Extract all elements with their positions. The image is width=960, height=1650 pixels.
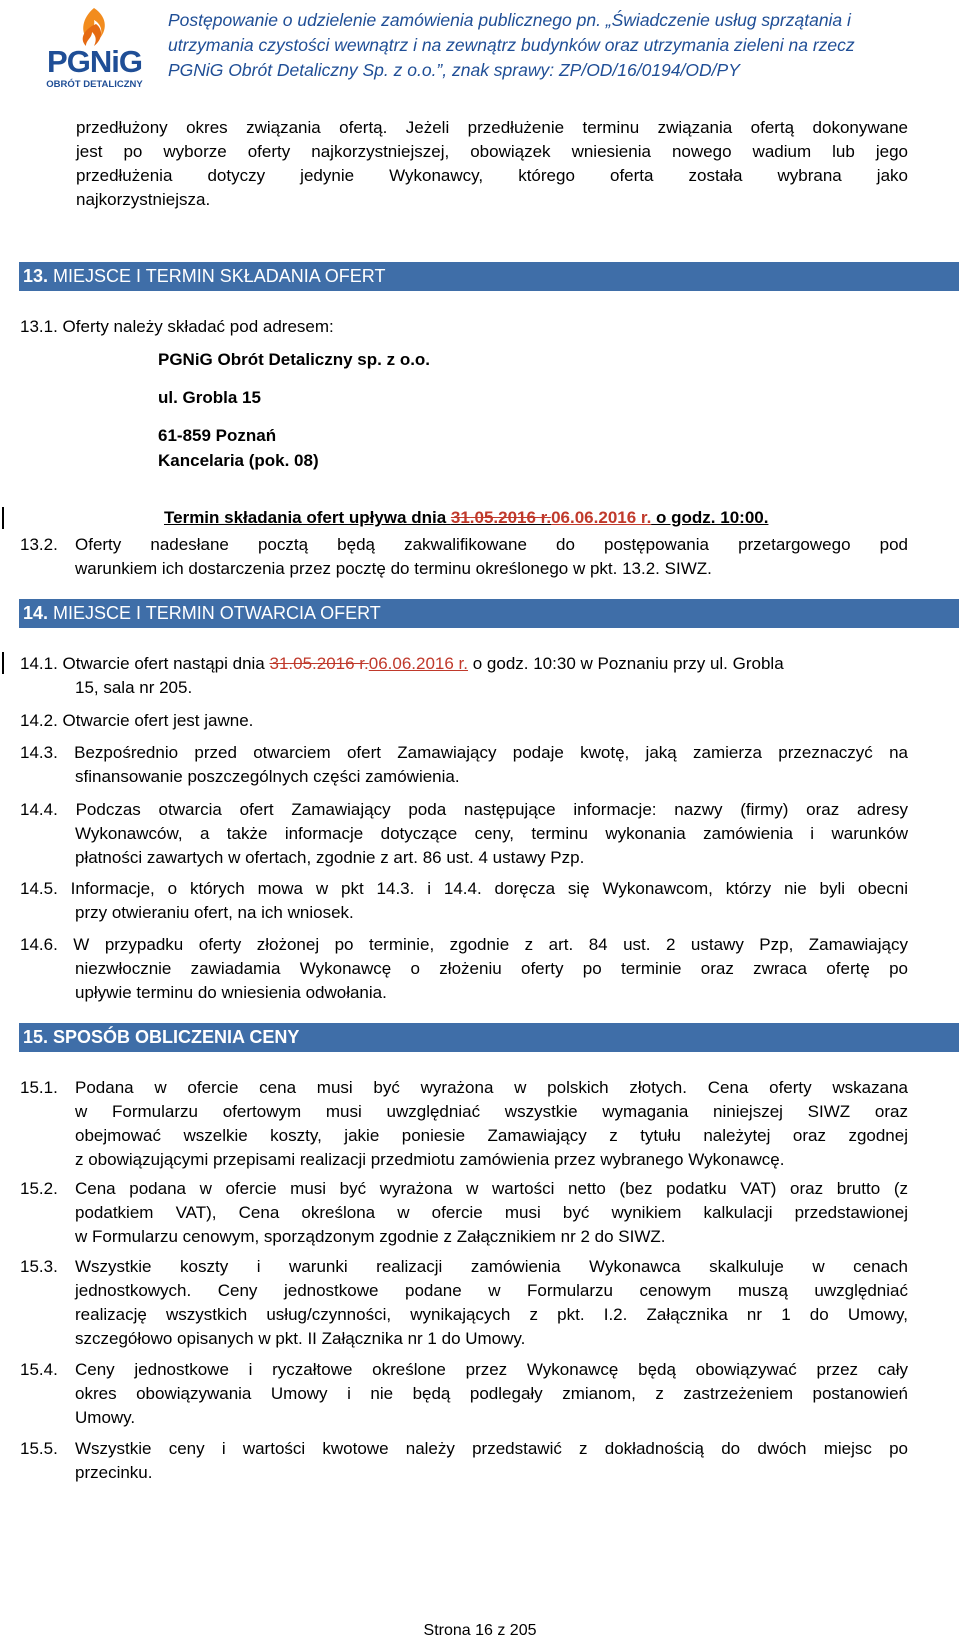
deleted-date: 31.05.2016 r. [269, 654, 369, 673]
submission-deadline [164, 506, 768, 530]
item-15-1 [20, 1076, 908, 1172]
item-14-2: 14.2. Otwarcie ofert jest jawne. [20, 711, 254, 730]
item-text: 14.1. Otwarcie ofert nastąpi dnia [20, 654, 270, 673]
text-line: podatkiem VAT), Cena określona w ofercie musi być wynikiem kalkulacji przedstawionej [75, 1203, 908, 1222]
text-line: najkorzystniejsza. [76, 190, 211, 209]
item-text: Oferty należy składać pod adresem: [62, 317, 334, 336]
text-line: warunkiem ich dostarczenia przez pocztę do terminu określonego w pkt. 13.2. SIWZ. [75, 559, 712, 578]
revision-change-bar [2, 507, 4, 529]
header-line: utrzymania czystości wewnątrz i na zewnątrz budynków oraz utrzymania zieleni na rzecz [168, 35, 855, 55]
item-15-5 [20, 1437, 908, 1485]
logo-subtitle: OBRÓT DETALICZNY [46, 79, 143, 90]
text-line: okres obowiązywania Umowy i nie będą podlegały zmianom, z zastrzeżeniem postanowień [75, 1384, 908, 1403]
text-line: 14.3. Bezpośrednio przed otwarciem ofert Zamawiający podaje kwotę, jaką zamierza przeznaczyć na [20, 743, 908, 762]
item-14-6 [20, 933, 908, 1005]
text-line: jednostkowych. Ceny jednostkowe podane w Formularzu cenowym muszą uwzględniać [75, 1281, 908, 1300]
company-logo [42, 6, 147, 92]
deadline-suffix: o godz. 10:00. [651, 508, 769, 527]
item-number: 13.1. [20, 317, 58, 336]
item-number: 15.4. [20, 1360, 58, 1379]
revision-change-bar [2, 652, 4, 674]
item-number: 15.2. [20, 1179, 58, 1198]
item-number: 15.1. [20, 1078, 58, 1097]
address-street: ul. Grobla 15 [158, 388, 261, 407]
section-heading-14 [19, 599, 959, 628]
text-line: Oferty nadesłane pocztą będą zakwalifikowane do postępowania przetargowego pod [75, 535, 908, 554]
inserted-date: 06.06.2016 r. [551, 508, 652, 527]
section-title: MIEJSCE I TERMIN SKŁADANIA OFERT [53, 266, 386, 286]
text-line: upływie terminu do wniesienia odwołania. [75, 983, 387, 1002]
text-line: w Formularzu cenowym, sporządzonym zgodnie z Załącznikiem nr 2 do SIWZ. [75, 1227, 666, 1246]
text-line: Umowy. [75, 1408, 136, 1427]
deleted-date: 31.05.2016 r. [450, 508, 552, 527]
address-city: 61-859 Poznań [158, 426, 277, 445]
text-line: szczegółowo opisanych w pkt. II Załącznika nr 1 do Umowy. [75, 1329, 526, 1348]
item-14-4 [20, 798, 908, 870]
intro-paragraph [76, 116, 908, 212]
text-line: Ceny jednostkowe i ryczałtowe określone przez Wykonawcę będą obowiązywać przez cały [75, 1360, 908, 1379]
text-line: przedłużony okres związania ofertą. Jeżeli przedłużenie terminu związania ofertą dokonywane [76, 118, 908, 137]
text-line: płatności zawartych w ofertach, zgodnie z art. 86 ust. 4 ustawy Pzp. [75, 848, 585, 867]
text-line: przy otwieraniu ofert, na ich wniosek. [75, 903, 354, 922]
text-line: jest po wyborze oferty najkorzystniejszej, obowiązek wniesienia nowego wadium lub jego [76, 142, 908, 161]
section-heading-15: 15. SPOSÓB OBLICZENIA CENY [19, 1023, 959, 1052]
section-heading-13 [19, 262, 959, 291]
item-15-4 [20, 1358, 908, 1430]
item-15-2 [20, 1177, 908, 1249]
item-text: o godz. 10:30 w Poznaniu przy ul. Grobla [468, 654, 784, 673]
inserted-date: 06.06.2016 r. [368, 654, 469, 673]
text-line: Wszystkie koszty i warunki realizacji zamówienia Wykonawca skalkuluje w cenach [75, 1257, 908, 1276]
header-line: PGNiG Obrót Detaliczny Sp. z o.o.”, znak sprawy: ZP/OD/16/0194/OD/PY [168, 60, 740, 80]
text-line [20, 652, 908, 676]
section-number: 14. [23, 603, 49, 623]
text-line: Wszystkie ceny i wartości kwotowe należy przedstawić z dokładnością do dwóch miejsc po [75, 1439, 908, 1458]
text-line: sfinansowanie poszczególnych części zamówienia. [75, 767, 460, 786]
item-number: 15.3. [20, 1257, 58, 1276]
deadline-prefix: Termin składania ofert upływa dnia [164, 508, 451, 527]
flame-icon [74, 6, 114, 48]
text-line: realizację wszystkich usług/czynności, wynikających z pkt. I.2. Załącznika nr 1 do Umowy, [75, 1305, 908, 1324]
text-line: obejmować wszelkie koszty, jakie poniesie Zamawiający z tytułu należytej oraz zgodnej [75, 1126, 908, 1145]
item-13-2 [20, 533, 908, 581]
item-14-1 [20, 652, 908, 700]
text-line: niezwłocznie zawiadamia Wykonawcę o złożeniu oferty po terminie oraz zwraca ofertę po [75, 959, 908, 978]
text-line: 14.5. Informacje, o których mowa w pkt 14.3. i 14.4. doręcza się Wykonawcom, którzy nie byli obecni [20, 879, 908, 898]
logo-wordmark: PGNiG [47, 44, 142, 79]
text-line: Podana w ofercie cena musi być wyrażona w polskich złotych. Cena oferty wskazana [75, 1078, 908, 1097]
page-number: Strona 16 z 205 [423, 1622, 537, 1639]
text-line: Cena podana w ofercie musi być wyrażona w wartości netto (bez podatku VAT) oraz brutto (z [75, 1179, 908, 1198]
address-company: PGNiG Obrót Detaliczny sp. z o.o. [158, 350, 431, 369]
text-line: w Formularzu ofertowym musi uwzględniać wszystkie wymagania niniejszej SIWZ oraz [75, 1102, 908, 1121]
text-line: 15, sala nr 205. [75, 678, 193, 697]
address-office: Kancelaria (pok. 08) [158, 451, 319, 470]
text-line: przedłużenia dotyczy jedynie Wykonawcy, którego oferta została wybrana jako [76, 166, 908, 185]
section-number: 13. [23, 266, 49, 286]
text-line: przecinku. [75, 1463, 153, 1482]
section-title: MIEJSCE I TERMIN OTWARCIA OFERT [53, 603, 381, 623]
item-13-1 [20, 315, 920, 339]
item-14-5 [20, 877, 908, 925]
item-14-3 [20, 741, 908, 789]
text-line: 14.4. Podczas otwarcia ofert Zamawiający poda następujące informacje: nazwy (firmy) oraz adresy [20, 800, 908, 819]
text-line: Wykonawców, a także informacje dotyczące ceny, terminu wykonania zamówienia i warunków [75, 824, 908, 843]
text-line: z obowiązującymi przepisami realizacji przedmiotu zamówienia przez wybranego Wykonawcę. [75, 1150, 785, 1169]
item-number: 13.2. [20, 535, 58, 554]
item-number: 15.5. [20, 1439, 58, 1458]
document-header [168, 8, 918, 83]
item-15-3 [20, 1255, 908, 1351]
text-line: 14.6. W przypadku oferty złożonej po terminie, zgodnie z art. 84 ust. 2 ustawy Pzp, Zamawiający [20, 935, 908, 954]
header-line: Postępowanie o udzielenie zamówienia publicznego pn. „Świadczenie usług sprzątania i [168, 10, 851, 30]
